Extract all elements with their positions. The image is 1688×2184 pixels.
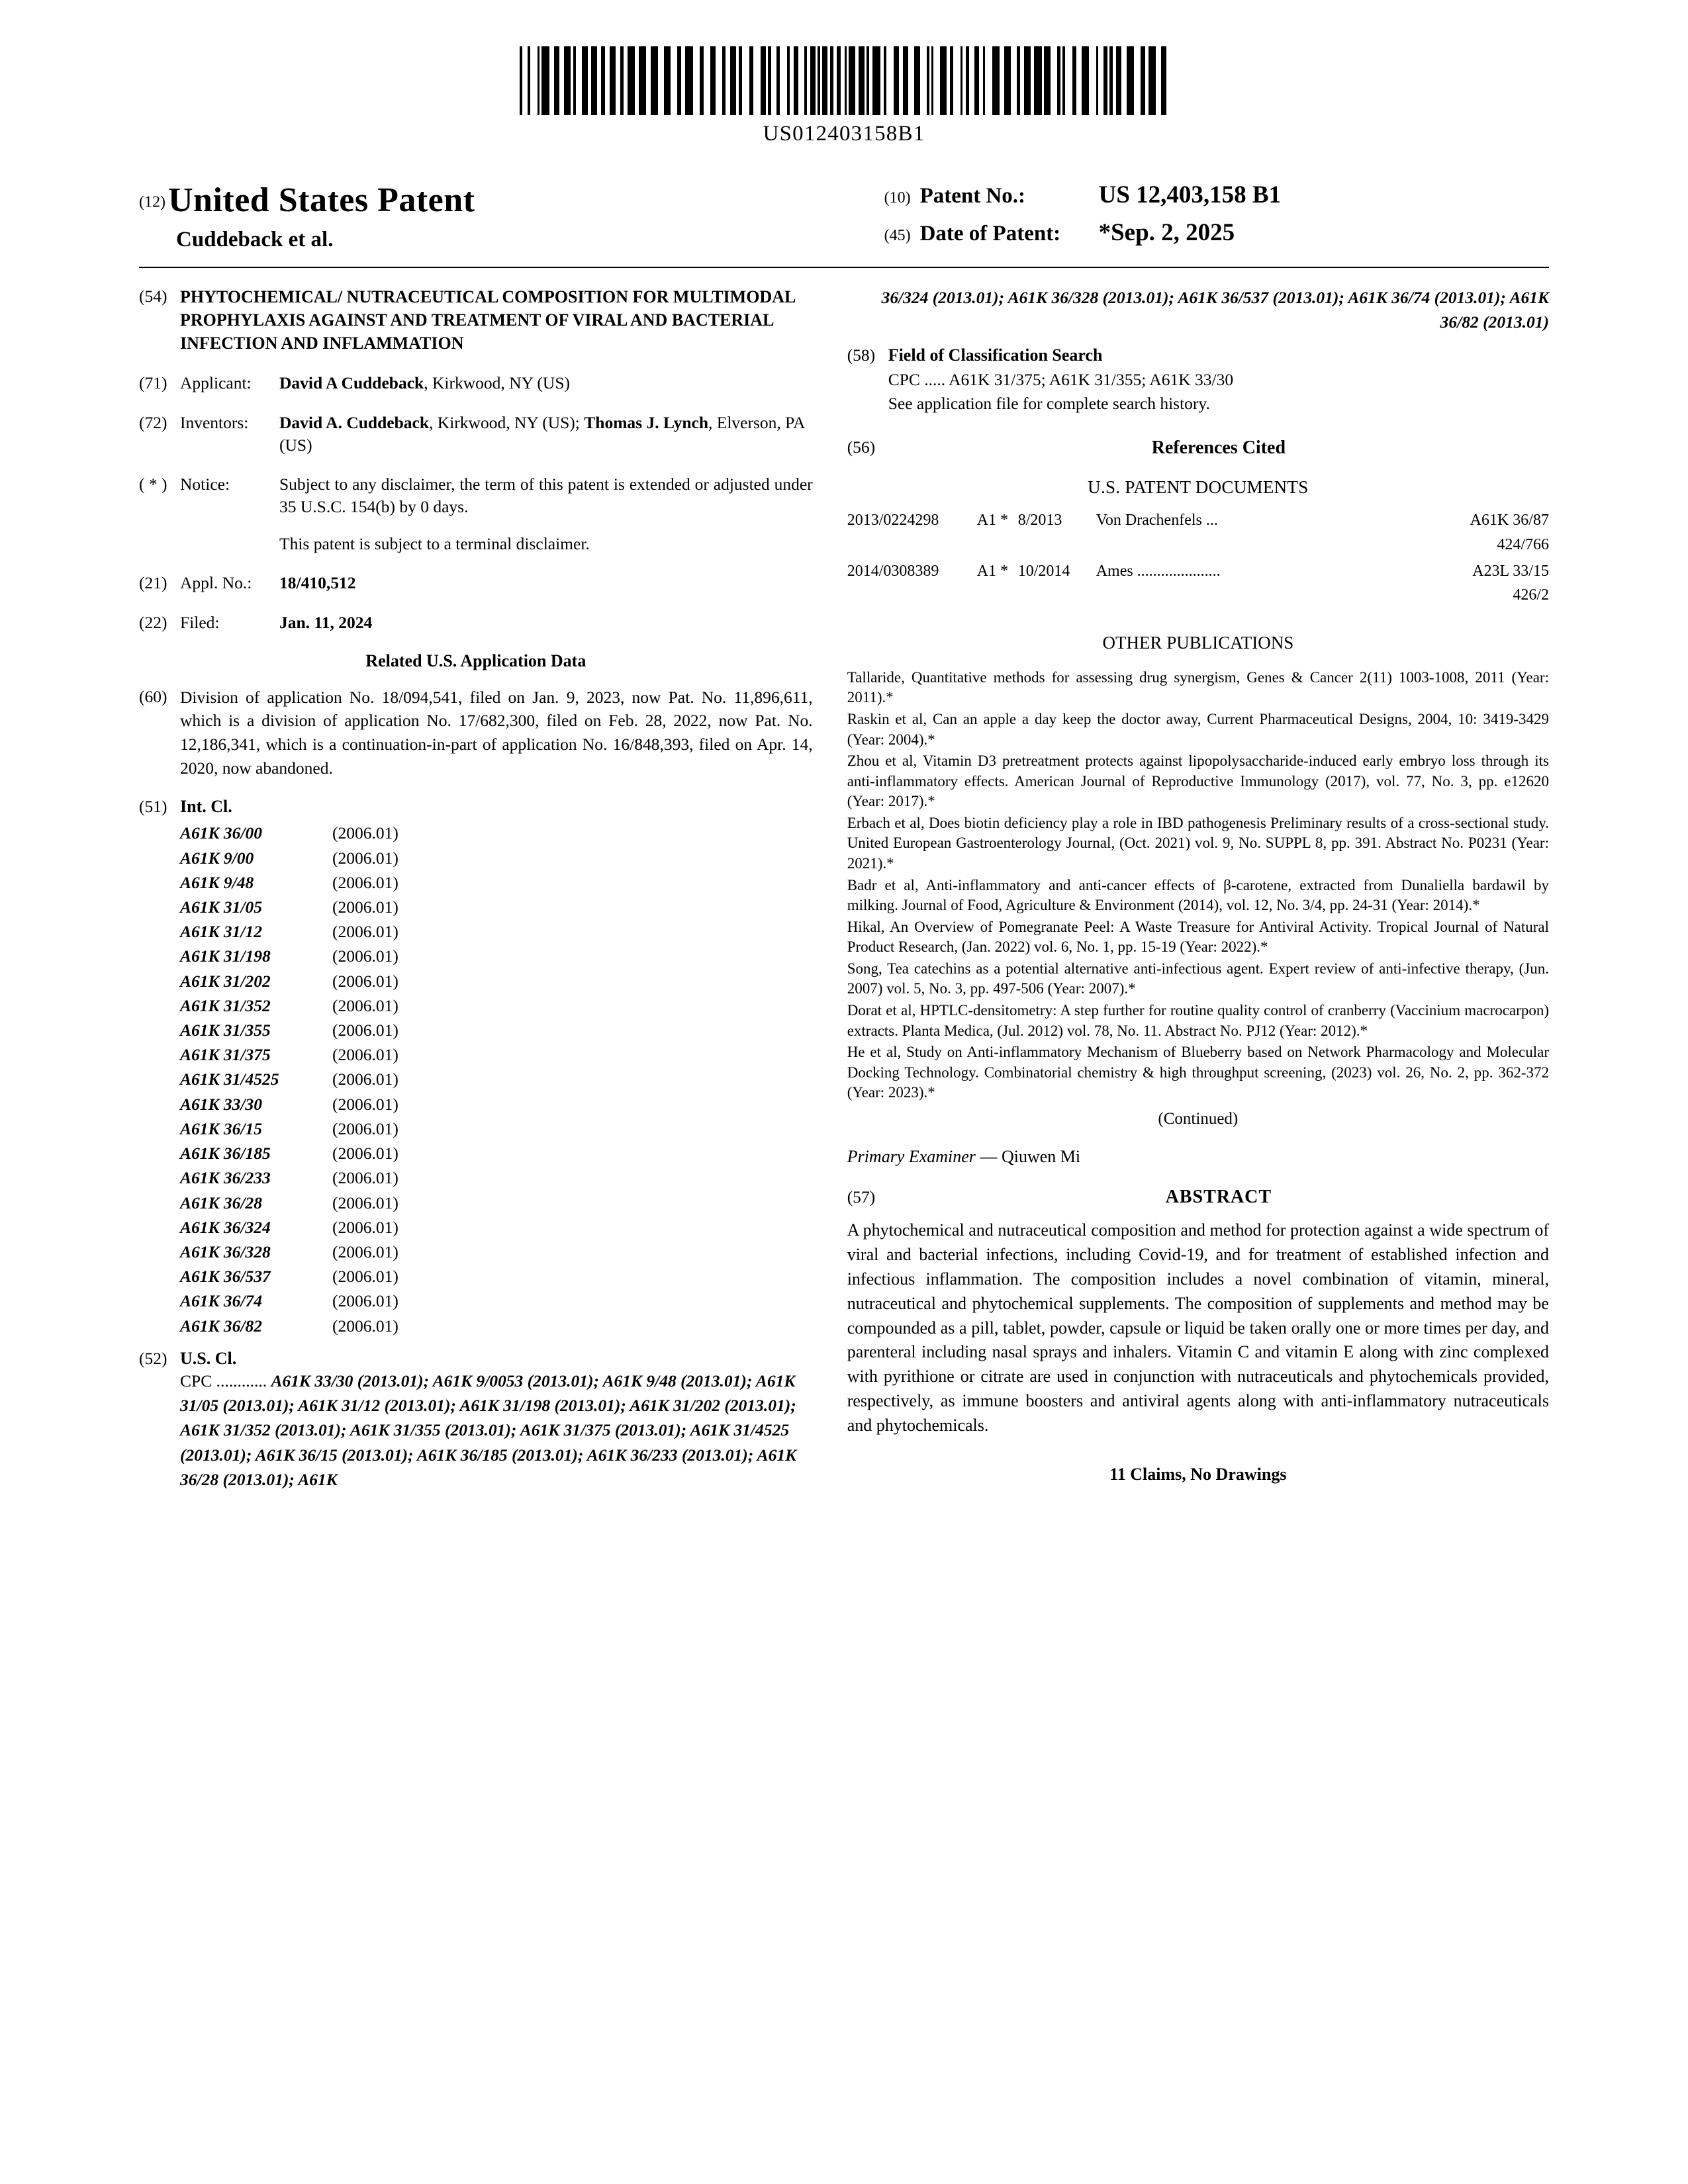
- left-column: [139, 285, 830, 1492]
- int-cl-row: [180, 895, 813, 919]
- field-of-search-cpc: CPC ..... A61K 31/375; A61K 31/355; A61K 33/30: [888, 369, 1234, 389]
- field-of-search-heading: Field of Classification Search: [888, 345, 1103, 365]
- primary-examiner-label: Primary Examiner: [847, 1146, 976, 1166]
- appl-no-value: 18/410,512: [279, 573, 356, 593]
- field-filed: [139, 612, 813, 634]
- patent-number-tag: (10): [884, 189, 911, 206]
- field-notice-tag: ( * ): [139, 475, 167, 494]
- int-cl-year: (2006.01): [332, 1168, 399, 1188]
- table-row: [847, 510, 1549, 531]
- publication-entry: Raskin et al, Can an apple a day keep the doctor away, Current Pharmaceutical Designs, 2004, 10: 3419-3429 (Year: 2004).*: [847, 710, 1549, 748]
- body-columns: [132, 285, 1556, 1492]
- reference-number: 2013/0224298: [847, 512, 939, 529]
- page-title: United States Patent: [167, 181, 475, 219]
- int-cl-row: [180, 919, 813, 944]
- int-cl-year: (2006.01): [332, 1193, 399, 1212]
- filed-date-value: Jan. 11, 2024: [279, 612, 373, 632]
- int-cl-table: [180, 821, 813, 1338]
- primary-examiner-name: — Qiuwen Mi: [980, 1146, 1081, 1166]
- int-cl-year: (2006.01): [332, 1242, 399, 1261]
- int-cl-code: A61K 36/82: [180, 1316, 262, 1336]
- abstract-text: A phytochemical and nutraceutical composition and method for protection against a wide spectrum of viral and bacterial infections, including Covid-19, and for treatment of established infection and infectious inflammation. The composition includes a novel combination of vitamin, mineral, nutraceutical and phytochemical supplements. The composition of supplements and method may be compounded as a pill, tablet, powder, capsule or liquid be taken orally one or more times per day, and parenteral including nasal sprays and inhalers. Vitamin C and vitamin E along with zinc complexed with pyrithione or citrate are used in conjunction with nutraceuticals and phytochemicals provided, respectively, as immune boosters and antiviral agents along with anti-inflammatory nutraceuticals and phytochemicals.: [847, 1220, 1549, 1435]
- int-cl-code: A61K 31/355: [180, 1021, 271, 1040]
- reference-name: Von Drachenfels ...: [1096, 512, 1218, 529]
- int-cl-row: [180, 870, 813, 895]
- references-table: [847, 510, 1549, 606]
- notice-paragraph-1: Subject to any disclaimer, the term of this patent is extended or adjusted under 35 U.S.C. 154(b) by 0 days.: [279, 475, 813, 516]
- reference-subclass: 424/766: [1497, 535, 1549, 553]
- field-of-search-tag: (58): [847, 345, 876, 365]
- abstract-heading: ABSTRACT: [1165, 1186, 1272, 1207]
- int-cl-row: [180, 993, 813, 1018]
- int-cl-row: [180, 1018, 813, 1042]
- int-cl-year: (2006.01): [332, 995, 399, 1015]
- int-cl-row: [180, 1264, 813, 1289]
- reference-date: 8/2013: [1017, 512, 1062, 529]
- field-applicant-tag: (71): [139, 373, 167, 393]
- int-cl-year: (2006.01): [332, 848, 399, 868]
- int-cl-code: A61K 36/15: [180, 1118, 262, 1138]
- int-cl-code: A61K 36/537: [180, 1267, 271, 1287]
- claims-count: 11 Claims, No Drawings: [1109, 1465, 1287, 1484]
- int-cl-row: [180, 1289, 813, 1313]
- field-of-search-body: [888, 343, 1549, 415]
- patent-date-row: [884, 218, 1549, 247]
- applicant-name: David A Cuddeback: [279, 373, 424, 393]
- int-cl-code: A61K 31/198: [180, 946, 271, 966]
- applicant-address: , Kirkwood, NY (US): [424, 373, 570, 393]
- field-applicant: [139, 372, 813, 394]
- int-cl-code: A61K 31/375: [180, 1045, 271, 1065]
- publication-entry: Erbach et al, Does biotin deficiency play a role in IBD pathogenesis Preliminary results of a cross-sectional study. United European Gastroenterology Journal, (Oct. 2021) vol. 9, No. SUPPL 8, pp. 391. Abstract No. P0231 (Year: 2021).*: [847, 814, 1549, 872]
- field-inventors-tag: (72): [139, 412, 167, 432]
- publication-entry: He et al, Study on Anti-inflammatory Mechanism of Blueberry based on Network Pharmacology and Molecular Docking Technology. Combinatorial chemistry & high throughput screening, (2023) vol. 26, No. 2, pp. 362-372 (Year: 2023).*: [847, 1044, 1549, 1101]
- field-related-app-tag: (60): [139, 686, 167, 706]
- patent-number-value: US 12,403,158 B1: [1098, 181, 1282, 208]
- field-of-search-note: See application file for complete search history.: [888, 393, 1210, 413]
- int-cl-year: (2006.01): [332, 1291, 399, 1311]
- int-cl-code: A61K 31/05: [180, 897, 262, 917]
- reference-name: Ames .....................: [1096, 562, 1221, 580]
- field-appl-no-tag: (21): [139, 573, 167, 593]
- patent-date-tag: (45): [884, 227, 911, 244]
- inventor-2-name: Thomas J. Lynch: [584, 412, 709, 432]
- us-patent-documents-heading: U.S. PATENT DOCUMENTS: [1088, 477, 1309, 498]
- primary-examiner: [847, 1147, 1549, 1167]
- reference-kind: A1 *: [976, 512, 1009, 529]
- header-left: [139, 181, 872, 252]
- int-cl-tag: (51): [139, 797, 167, 817]
- publications-list: [847, 668, 1549, 1103]
- reference-class: A61K 36/87: [1470, 512, 1549, 529]
- reference-subclass: 426/2: [1513, 586, 1549, 604]
- int-cl-row: [180, 821, 813, 845]
- int-cl-heading: Int. Cl.: [180, 797, 232, 817]
- int-cl-code: A61K 36/233: [180, 1168, 271, 1188]
- int-cl-year: (2006.01): [332, 1267, 399, 1287]
- us-cl-heading: U.S. Cl.: [180, 1348, 237, 1368]
- int-cl-row: [180, 969, 813, 993]
- inventor-2-address: , Elverson, PA (US): [279, 412, 805, 455]
- int-cl-row: [180, 1165, 813, 1190]
- int-cl-year: (2006.01): [332, 1094, 399, 1114]
- patent-header: [132, 181, 1556, 252]
- int-cl-code: A61K 36/74: [180, 1291, 262, 1311]
- notice-value: [279, 473, 813, 555]
- patent-title-line: [139, 181, 872, 220]
- reference-date: 10/2014: [1017, 562, 1070, 580]
- inventor-1-address: , Kirkwood, NY (US);: [429, 412, 585, 432]
- publication-entry: Badr et al, Anti-inflammatory and anti-cancer effects of β-carotene, extracted from Dunaliella bardawil by milking. Journal of Food, Agriculture & Environment (2014), vol. 12, No. 3/4, pp. 24-31 (Year: 2014).*: [847, 876, 1549, 914]
- abstract-tag: (57): [847, 1187, 876, 1206]
- patent-number-row: [884, 181, 1549, 209]
- invention-title: PHYTOCHEMICAL/ NUTRACEUTICAL COMPOSITION FOR MULTIMODAL PROPHYLAXIS AGAINST AND TREATMENT OF VIRAL AND BACTERIAL INFECTION AND INFLAMMATION: [180, 287, 795, 353]
- int-cl-year: (2006.01): [332, 1217, 399, 1237]
- int-cl-year: (2006.01): [332, 897, 399, 917]
- related-app-text: Division of application No. 18/094,541, filed on Jan. 9, 2023, now Pat. No. 11,896,611, which is a division of application No. 17/682,300, filed on Feb. 28, 2022, now Pat. No. 12,186,341, which is a continuation-in-part of application No. 16/848,393, filed on Apr. 14, 2020, now abandoned.: [180, 687, 813, 778]
- barcode-area: [132, 46, 1556, 146]
- int-cl-year: (2006.01): [332, 946, 399, 966]
- int-cl-row: [180, 1314, 813, 1338]
- field-filed-label: Filed:: [180, 612, 220, 632]
- table-row: [847, 561, 1549, 582]
- int-cl-code: A61K 31/352: [180, 995, 271, 1015]
- field-appl-no-label: Appl. No.:: [180, 573, 252, 593]
- int-cl-year: (2006.01): [332, 1144, 399, 1163]
- publication-entry: Dorat et al, HPTLC-densitometry: A step further for routine quality control of cranberry (Vaccinium macrocarpon) extracts. Planta Medica, (Jul. 2012) vol. 78, No. 11. Abstract No. PJ12 (Year: 2012).*: [847, 1002, 1549, 1039]
- field-title-tag: (54): [139, 287, 167, 306]
- doc-kind-tag: (12): [139, 193, 165, 211]
- inventor-shortname: Cuddeback et al.: [176, 228, 334, 251]
- barcode-image: [520, 46, 1168, 115]
- inventors-value: [279, 412, 813, 456]
- int-cl-code: A61K 31/202: [180, 971, 271, 991]
- int-cl-heading-row: [139, 797, 813, 817]
- us-cl-heading-row: [139, 1349, 813, 1369]
- int-cl-year: (2006.01): [332, 1021, 399, 1040]
- field-appl-no: [139, 572, 813, 594]
- references-cited-tag: (56): [847, 437, 876, 457]
- publication-entry: Song, Tea catechins as a potential alternative anti-infectious agent. Expert review of anti-infective therapy, (Jun. 2007) vol. 5, No. 3, pp. 497-506 (Year: 2007).*: [847, 960, 1549, 997]
- int-cl-year: (2006.01): [332, 971, 399, 991]
- continued-note: (Continued): [1158, 1109, 1239, 1128]
- abstract-heading-row: [847, 1187, 1549, 1208]
- int-cl-year: (2006.01): [332, 872, 399, 892]
- field-notice-label: Notice:: [180, 475, 230, 494]
- int-cl-code: A61K 36/00: [180, 823, 262, 843]
- int-cl-row: [180, 1141, 813, 1165]
- int-cl-row: [180, 1067, 813, 1091]
- field-of-search: [847, 343, 1549, 415]
- us-cl-tag: (52): [139, 1348, 167, 1368]
- notice-paragraph-2: This patent is subject to a terminal disclaimer.: [279, 533, 590, 553]
- cpc-codes: A61K 33/30 (2013.01); A61K 9/0053 (2013.01); A61K 9/48 (2013.01); A61K 31/05 (2013.01); A61K 31/12 (2013.01); A61K 31/198 (2013.01); A61K 31/202 (2013.01); A61K 31/352 (2013.01); A61K 31/355 (2013.01); A61K 31/375 (2013.01); A61K 31/4525 (2013.01); A61K 36/15 (2013.01); A61K 36/185 (2013.01); A61K 36/233 (2013.01); A61K 36/28 (2013.01); A61K: [180, 1371, 797, 1489]
- field-applicant-label: Applicant:: [180, 373, 252, 393]
- int-cl-code: A61K 36/185: [180, 1144, 271, 1163]
- int-cl-code: A61K 31/12: [180, 922, 262, 942]
- int-cl-year: (2006.01): [332, 922, 399, 942]
- patent-number-label: Patent No.:: [919, 184, 1026, 208]
- references-cited-row: [847, 437, 1549, 459]
- inventor-1-name: David A. Cuddeback: [279, 412, 430, 432]
- publication-entry: Tallaride, Quantitative methods for assessing drug synergism, Genes & Cancer 2(11) 1003-1008, 2011 (Year: 2011).*: [847, 668, 1549, 706]
- int-cl-code: A61K 9/00: [180, 848, 254, 868]
- int-cl-year: (2006.01): [332, 1118, 399, 1138]
- header-divider: [139, 267, 1549, 268]
- patent-date-label: Date of Patent:: [919, 222, 1061, 246]
- reference-class: A23L 33/15: [1472, 562, 1549, 580]
- field-title: [139, 285, 813, 355]
- cpc-continued-text: 36/324 (2013.01); A61K 36/328 (2013.01); A61K 36/537 (2013.01); A61K 36/74 (2013.01); A61K 36/82 (2013.01): [881, 288, 1549, 332]
- reference-number: 2014/0308389: [847, 562, 939, 580]
- publication-entry: Hikal, An Overview of Pomegranate Peel: A Waste Treasure for Antiviral Activity. Tropical Journal of Natural Product Research, (Jan. 2022) vol. 6, No. 1, pp. 15-19 (Year: 2022).*: [847, 918, 1549, 956]
- cpc-prefix: CPC ............: [180, 1371, 267, 1390]
- int-cl-row: [180, 1092, 813, 1116]
- header-right: [872, 181, 1549, 252]
- field-related-app: [139, 686, 813, 780]
- int-cl-row: [180, 1116, 813, 1141]
- int-cl-year: (2006.01): [332, 1045, 399, 1065]
- field-filed-tag: (22): [139, 612, 167, 632]
- field-inventors-label: Inventors:: [180, 412, 249, 432]
- int-cl-row: [180, 1240, 813, 1264]
- references-cited-heading: References Cited: [1151, 437, 1286, 459]
- applicant-value: [279, 372, 813, 394]
- int-cl-year: (2006.01): [332, 1069, 399, 1089]
- int-cl-code: A61K 33/30: [180, 1094, 262, 1114]
- reference-kind: A1 *: [976, 562, 1009, 580]
- int-cl-code: A61K 36/28: [180, 1193, 262, 1212]
- us-cl-body: [180, 1369, 813, 1492]
- field-inventors: [139, 412, 813, 456]
- int-cl-row: [180, 1191, 813, 1215]
- int-cl-year: (2006.01): [332, 1316, 399, 1336]
- right-column: [830, 285, 1549, 1492]
- int-cl-code: A61K 31/4525: [180, 1069, 279, 1089]
- int-cl-row: [180, 1042, 813, 1067]
- int-cl-code: A61K 36/324: [180, 1217, 271, 1237]
- us-cl-text: [180, 1369, 813, 1492]
- field-notice: [139, 473, 813, 555]
- barcode-number: US012403158B1: [763, 122, 925, 146]
- int-cl-row: [180, 1215, 813, 1240]
- publication-entry: Zhou et al, Vitamin D3 pretreatment protects against lipopolysaccharide-induced early embryo loss through its anti-inflammatory effects. American Journal of Reproductive Immunology (2017), vol. 77, No. 3, pp. e12620 (Year: 2017).*: [847, 752, 1549, 810]
- int-cl-row: [180, 944, 813, 968]
- related-app-data-heading: Related U.S. Application Data: [365, 651, 586, 670]
- int-cl-row: [180, 846, 813, 870]
- cpc-continued: [847, 285, 1549, 334]
- int-cl-code: A61K 36/328: [180, 1242, 271, 1261]
- other-publications-heading: OTHER PUBLICATIONS: [1102, 632, 1294, 653]
- int-cl-code: A61K 9/48: [180, 872, 254, 892]
- int-cl-year: (2006.01): [332, 823, 399, 843]
- patent-date-value: *Sep. 2, 2025: [1098, 219, 1235, 246]
